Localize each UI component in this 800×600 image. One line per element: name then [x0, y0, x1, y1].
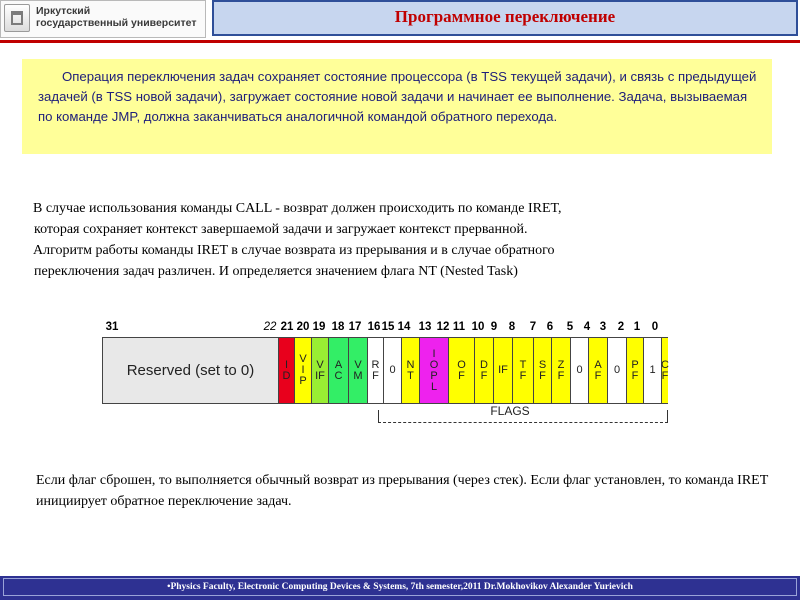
logo-line-2: государственный университет	[36, 17, 197, 29]
bit-number: 0	[651, 321, 659, 333]
flag-field-nt	[401, 338, 419, 403]
bit-number: 7	[529, 321, 537, 333]
bit-number: 4	[583, 321, 591, 333]
flag-field-af	[588, 338, 607, 403]
flag-field-cf	[661, 338, 668, 403]
flag-field-label: VM	[353, 358, 363, 382]
flag-field-label: CF	[661, 358, 669, 382]
bit-number: 18	[331, 321, 345, 333]
flag-field-label: ID	[282, 358, 291, 382]
bit-number: 3	[599, 321, 607, 333]
flag-field-label: 1	[649, 364, 656, 376]
bit-number: 5	[566, 321, 574, 333]
bullet-line: которая сохраняет контекст завершаемой задачи и загружает контекст прерванной.	[34, 222, 528, 237]
bit-number: 19	[312, 321, 326, 333]
bit-number: 22	[263, 321, 277, 333]
note-text: Если флаг сброшен, то выполняется обычный возврат из прерывания (через стек). Если флаг установлен, то команда IRET инициирует обратное переключение задач.	[36, 473, 769, 509]
flag-field-if	[493, 338, 512, 403]
flag-field-vip	[294, 338, 311, 403]
flag-field-label: 0	[613, 364, 621, 376]
flags-label: FLAGS	[480, 404, 540, 418]
bit-number: 10	[471, 321, 485, 333]
header-divider	[0, 40, 800, 43]
flag-field-label: OF	[457, 358, 466, 382]
flag-field-label: AC	[334, 358, 343, 382]
bit-number: 21	[280, 321, 294, 333]
bullet-line: Алгоритм работы команды IRET в случае возврата из прерывания и в случае обратного	[33, 243, 555, 258]
logo-line-1: Иркутский	[36, 5, 91, 17]
bit-number: 15	[381, 321, 395, 333]
bit-number: 6	[546, 321, 554, 333]
flag-field-of	[448, 338, 474, 403]
flag-field-df	[474, 338, 493, 403]
intro-text: Операция переключения задач сохраняет состояние процессора (в TSS текущей задачи), и связь с предыдущей задачей (в TSS новой задачи), загружает состояние новой задачи и начинает ее выполнение. Задача, вызываемая по команде JMP, должна заканчиваться аналогичной командой обратного перехода.	[38, 69, 757, 124]
bit-number: 8	[508, 321, 516, 333]
flag-field-label: ZF	[557, 358, 565, 382]
bit-number: 17	[348, 321, 362, 333]
flag-field-label: AF	[594, 358, 602, 382]
flag-field-sf	[533, 338, 551, 403]
flag-field-tf	[512, 338, 533, 403]
flag-field-vm	[348, 338, 367, 403]
flag-field-id	[278, 338, 294, 403]
flag-field-iopl	[419, 338, 448, 403]
page-title: Программное переключение	[394, 7, 616, 26]
flag-field-0	[607, 338, 626, 403]
flag-field-1	[643, 338, 661, 403]
bit-number: 16	[367, 321, 381, 333]
intro-highlight-box	[22, 59, 772, 154]
bullet-line: В случае использования команды CALL - возврат должен происходить по команде IRET,	[33, 201, 562, 216]
flag-field-0	[383, 338, 401, 403]
university-name	[36, 5, 206, 29]
flag-field-label: VIP	[299, 353, 307, 387]
bit-number: 12	[436, 321, 450, 333]
bit-number: 13	[418, 321, 432, 333]
bit-number: 2	[617, 321, 625, 333]
flag-field-vif	[311, 338, 328, 403]
bullet-item-call	[24, 198, 774, 240]
flag-field-label: RF	[371, 358, 380, 382]
flag-field-label: PF	[631, 358, 639, 382]
bit-number: 11	[452, 321, 466, 333]
flag-field-0	[570, 338, 588, 403]
flag-field-ac	[328, 338, 348, 403]
flag-field-label: DF	[480, 358, 488, 382]
bit-number: 9	[490, 321, 498, 333]
university-emblem-icon	[4, 4, 30, 32]
flag-field-zf	[551, 338, 570, 403]
flag-field-label: TF	[519, 358, 527, 382]
flag-field-label: 0	[389, 364, 396, 376]
flag-field-label: IOPL	[429, 347, 439, 393]
reserved-field: Reserved (set to 0)	[103, 338, 278, 403]
bit-number: 20	[296, 321, 310, 333]
eflags-register-diagram	[102, 337, 668, 404]
footer-text: •Physics Faculty, Electronic Computing Devices & Systems, 7th semester,2011 Dr.Mokhovikov Alexander Yurievich	[167, 582, 633, 592]
flag-field-label: 0	[576, 364, 583, 376]
bit-number: 1	[633, 321, 641, 333]
bit-number: 31	[105, 321, 119, 333]
bit-number-row	[100, 321, 672, 337]
flag-field-label: NT	[406, 358, 415, 382]
flag-field-label: SF	[538, 358, 547, 382]
bullet-item-iret	[24, 240, 774, 282]
flag-field-rf	[367, 338, 383, 403]
bullet-line: переключения задач различен. И определяется значением флага NT (Nested Task)	[34, 264, 518, 279]
bit-number: 14	[397, 321, 411, 333]
flag-field-label: VIF	[315, 358, 325, 382]
flag-field-pf	[626, 338, 643, 403]
flag-field-label: IF	[498, 364, 508, 376]
